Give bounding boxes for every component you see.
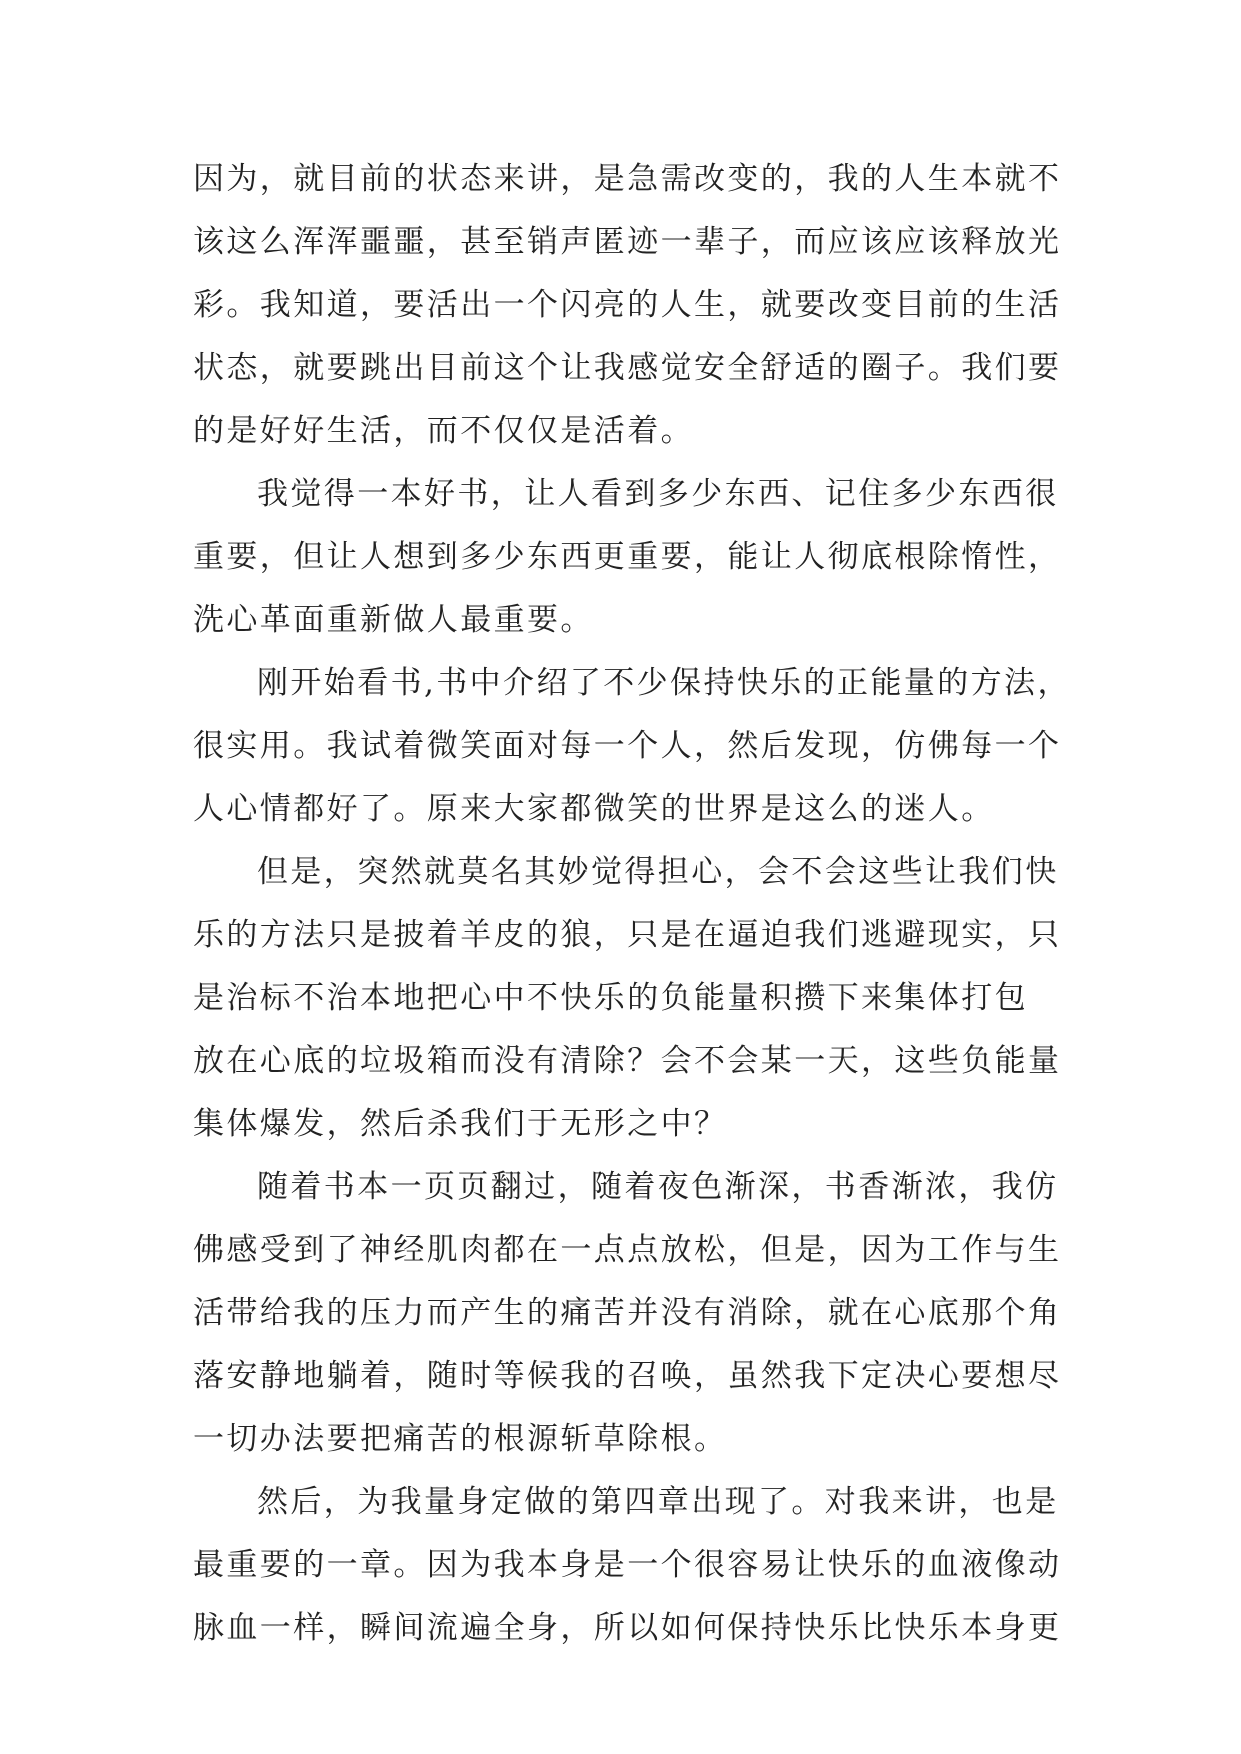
text-line: 脉血一样，瞬间流遍全身，所以如何保持快乐比快乐本身更 — [193, 1610, 1062, 1646]
body-text — [193, 148, 1071, 1660]
text-line: 人心情都好了。原来大家都微笑的世界是这么的迷人。 — [193, 791, 995, 827]
text-line: 是治标不治本地把心中不快乐的负能量积攒下来集体打包 — [193, 980, 1028, 1016]
text-line: 彩。我知道，要活出一个闪亮的人生，就要改变目前的生活 — [193, 287, 1062, 323]
text-line: 该这么浑浑噩噩，甚至销声匿迹一辈子，而应该应该释放光 — [193, 224, 1062, 260]
text-line: 的是好好生活，而不仅仅是活着。 — [193, 413, 694, 449]
text-line: 最重要的一章。因为我本身是一个很容易让快乐的血液像动 — [193, 1547, 1062, 1583]
text-line: 洗心革面重新做人最重要。 — [193, 602, 594, 638]
text-line: 因为，就目前的状态来讲，是急需改变的，我的人生本就不 — [193, 161, 1062, 197]
paragraph-first-line: 我觉得一本好书，让人看到多少东西、记住多少东西很 — [257, 476, 1059, 512]
text-line: 活带给我的压力而产生的痛苦并没有消除，就在心底那个角 — [193, 1295, 1062, 1331]
text-line: 集体爆发，然后杀我们于无形之中？ — [193, 1106, 728, 1142]
paragraph-first-line: 随着书本一页页翻过，随着夜色渐深，书香渐浓，我仿 — [257, 1169, 1059, 1205]
paragraph-first-line: 刚开始看书,书中介绍了不少保持快乐的正能量的方法， — [257, 665, 1071, 701]
text-line: 佛感受到了神经肌肉都在一点点放松，但是，因为工作与生 — [193, 1232, 1062, 1268]
paragraph-first-line: 但是，突然就莫名其妙觉得担心，会不会这些让我们快 — [257, 854, 1059, 890]
text-line: 落安静地躺着，随时等候我的召唤，虽然我下定决心要想尽 — [193, 1358, 1062, 1394]
text-line: 状态，就要跳出目前这个让我感觉安全舒适的圈子。我们要 — [193, 350, 1062, 386]
text-line: 乐的方法只是披着羊皮的狼，只是在逼迫我们逃避现实，只 — [193, 917, 1062, 953]
text-line: 重要，但让人想到多少东西更重要，能让人彻底根除惰性， — [193, 539, 1062, 575]
text-line: 放在心底的垃圾箱而没有清除？会不会某一天，这些负能量 — [193, 1043, 1062, 1079]
paragraph-first-line: 然后，为我量身定做的第四章出现了。对我来讲，也是 — [257, 1484, 1059, 1520]
text-line: 一切办法要把痛苦的根源斩草除根。 — [193, 1421, 728, 1457]
text-line: 很实用。我试着微笑面对每一个人，然后发现，仿佛每一个 — [193, 728, 1062, 764]
